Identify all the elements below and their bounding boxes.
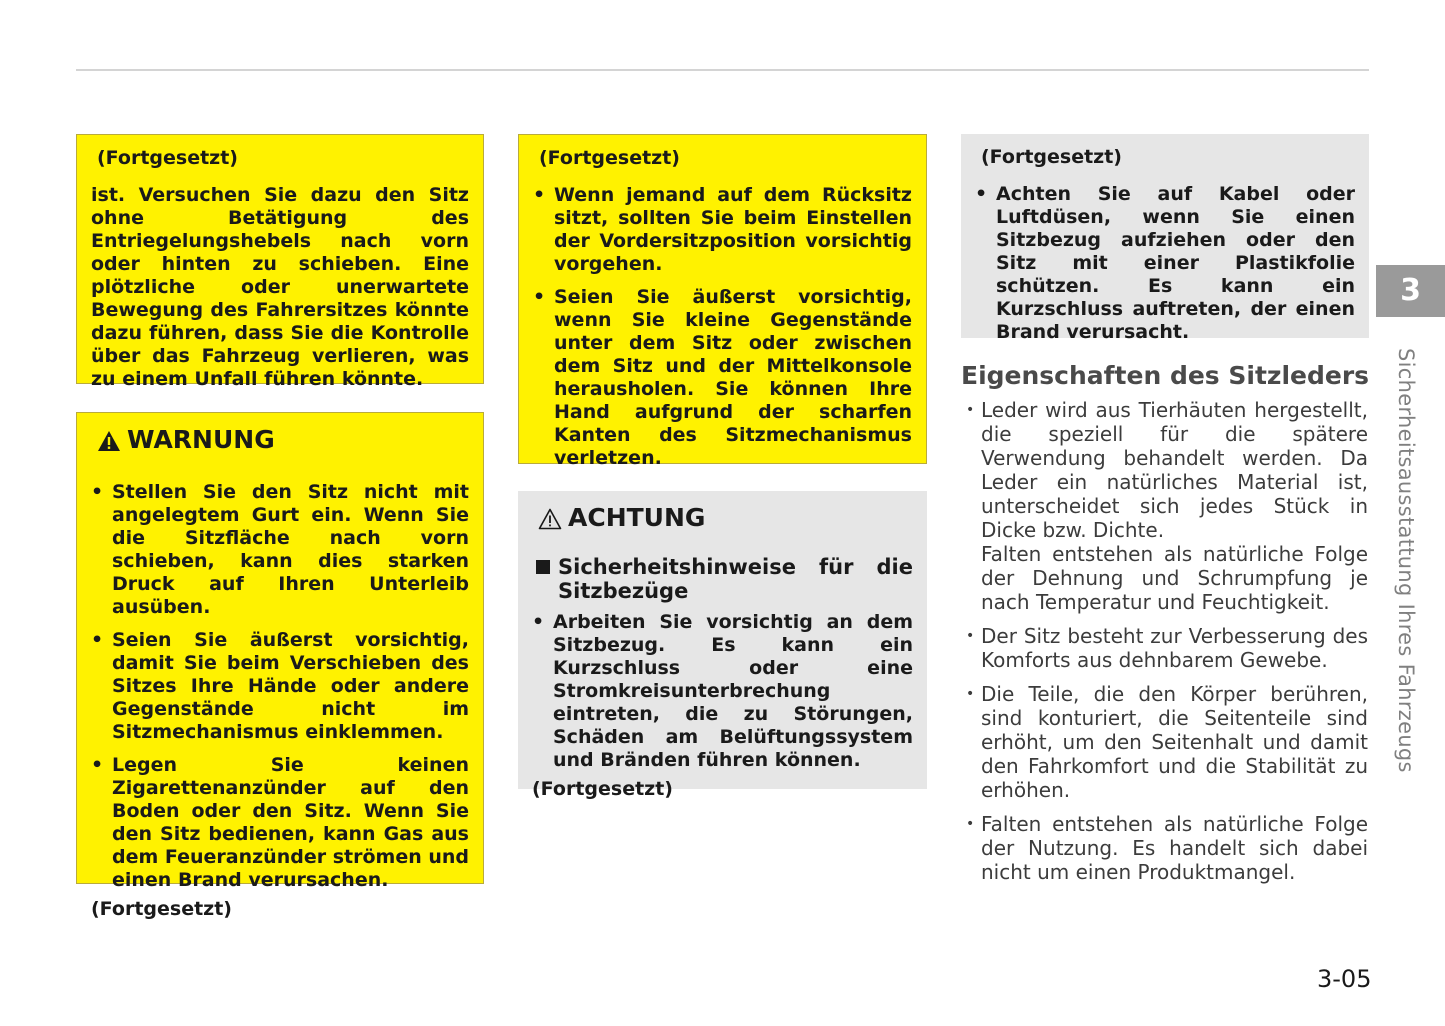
warning-triangle-icon <box>97 429 121 451</box>
paragraph: • Falten entstehen als natürliche Folge der Nutzung. Es handelt sich dabei nicht um einen Produktmangel. <box>981 812 1368 884</box>
list-item <box>965 624 1368 672</box>
chapter-title: Sicherheitsausstattung Ihres Fahrzeugs <box>1394 348 1418 773</box>
paragraph: • Die Teile, die den Körper berühren, sind konturiert, die Seitenteile sind erhöht, um den Seitenhalt und damit den Fahrkomfort und die Stabilität zu erhöhen. <box>981 682 1368 802</box>
warning-box <box>76 412 484 920</box>
caution-list <box>975 183 1355 344</box>
warning-title: WARNUNG <box>127 425 275 454</box>
paragraph: • Der Sitz besteht zur Verbesserung des Komforts aus dehnbarem Gewebe. <box>981 624 1368 672</box>
caution-subheading-text: Sicherheitshinweise für die Sitzbezüge <box>558 555 913 603</box>
top-rule <box>76 69 1369 71</box>
continued-warning-box <box>76 134 484 390</box>
continued-label: (Fortgesetzt) <box>981 146 1122 168</box>
paragraph: • Leder wird aus Tierhäuten hergestellt, die speziell für die spätere Verwendung behandelt werden. Da Leder ein natürliches Material ist, unterscheidet sich jedes Stück in Dicke bzw. Dichte. <box>981 398 1368 542</box>
section-title: Eigenschaften des Sitzleders <box>961 361 1370 390</box>
warning-heading <box>97 425 469 455</box>
continued-caution-box <box>961 134 1369 343</box>
list-item <box>965 812 1368 884</box>
square-bullet-icon <box>536 560 550 574</box>
warning-list <box>91 481 469 892</box>
list-item: • Wenn jemand auf dem Rücksitz sitzt, sollten Sie beim Einstellen der Vordersitzposition vorsichtig vorgehen. <box>533 184 912 276</box>
caution-list <box>532 611 913 772</box>
list-item <box>965 398 1368 614</box>
list-item: • Achten Sie auf Kabel oder Luftdüsen, wenn Sie einen Sitzbezug aufziehen oder den Sitz mit einer Plastikfolie schützen. Es kann ein Kurzschluss auftreten, der einen Brand verursacht. <box>975 183 1355 344</box>
chapter-tab: 3 <box>1376 265 1445 317</box>
list-item: • Seien Sie äußerst vorsichtig, damit Sie beim Verschieben des Sitzes Ihre Hände oder andere Gegenstände nicht im Sitzmechanismus einklemmen. <box>91 629 469 744</box>
list-item: • Seien Sie äußerst vorsichtig, wenn Sie kleine Gegenstände unter dem Sitz oder zwischen dem Sitz und der Mittelkonsole herausholen. Sie können Ihre Hand aufgrund der scharfen Kanten des Sitzmechanismus verletzen. <box>533 286 912 470</box>
caution-heading <box>538 503 913 533</box>
paragraph: Falten entstehen als natürliche Folge der Dehnung und Schrumpfung je nach Temperatur und Feuchtigkeit. <box>981 542 1368 614</box>
continued-label: (Fortgesetzt) <box>539 147 680 169</box>
continued-label: (Fortgesetzt) <box>97 147 238 169</box>
warning-list <box>533 184 912 470</box>
continued-warning-box-2 <box>518 134 927 469</box>
continued-label: (Fortgesetzt) <box>532 778 673 800</box>
caution-subheading <box>536 555 913 603</box>
caution-triangle-icon <box>538 507 562 529</box>
list-item <box>965 682 1368 802</box>
caution-title: ACHTUNG <box>568 503 706 532</box>
page-number: 3-05 <box>1317 965 1372 993</box>
warning-text: ist. Versuchen Sie dazu den Sitz ohne Betätigung des Entriegelungshebels nach vorn oder hinten zu schieben. Eine plötzliche oder unerwartete Bewegung des Fahrersitzes könnte dazu führen, dass Sie die Kontrolle über das Fahrzeug verlieren, was zu einem Unfall führen könnte. <box>91 184 469 390</box>
continued-label: (Fortgesetzt) <box>91 898 232 920</box>
leather-properties-list <box>965 398 1368 894</box>
list-item: • Arbeiten Sie vorsichtig an dem Sitzbezug. Es kann ein Kurzschluss oder eine Stromkreisunterbrechung eintreten, die zu Störungen, Schäden am Belüftungssystem und Bränden führen können. <box>532 611 913 772</box>
caution-box <box>518 491 927 800</box>
list-item: • Stellen Sie den Sitz nicht mit angelegtem Gurt ein. Wenn Sie die Sitzfläche nach vorn schieben, kann dies starken Druck auf Ihren Unterleib ausüben. <box>91 481 469 619</box>
list-item: • Legen Sie keinen Zigarettenanzünder auf den Boden oder den Sitz. Wenn Sie den Sitz bedienen, kann Gas aus dem Feueranzünder strömen und einen Brand verursachen. <box>91 754 469 892</box>
